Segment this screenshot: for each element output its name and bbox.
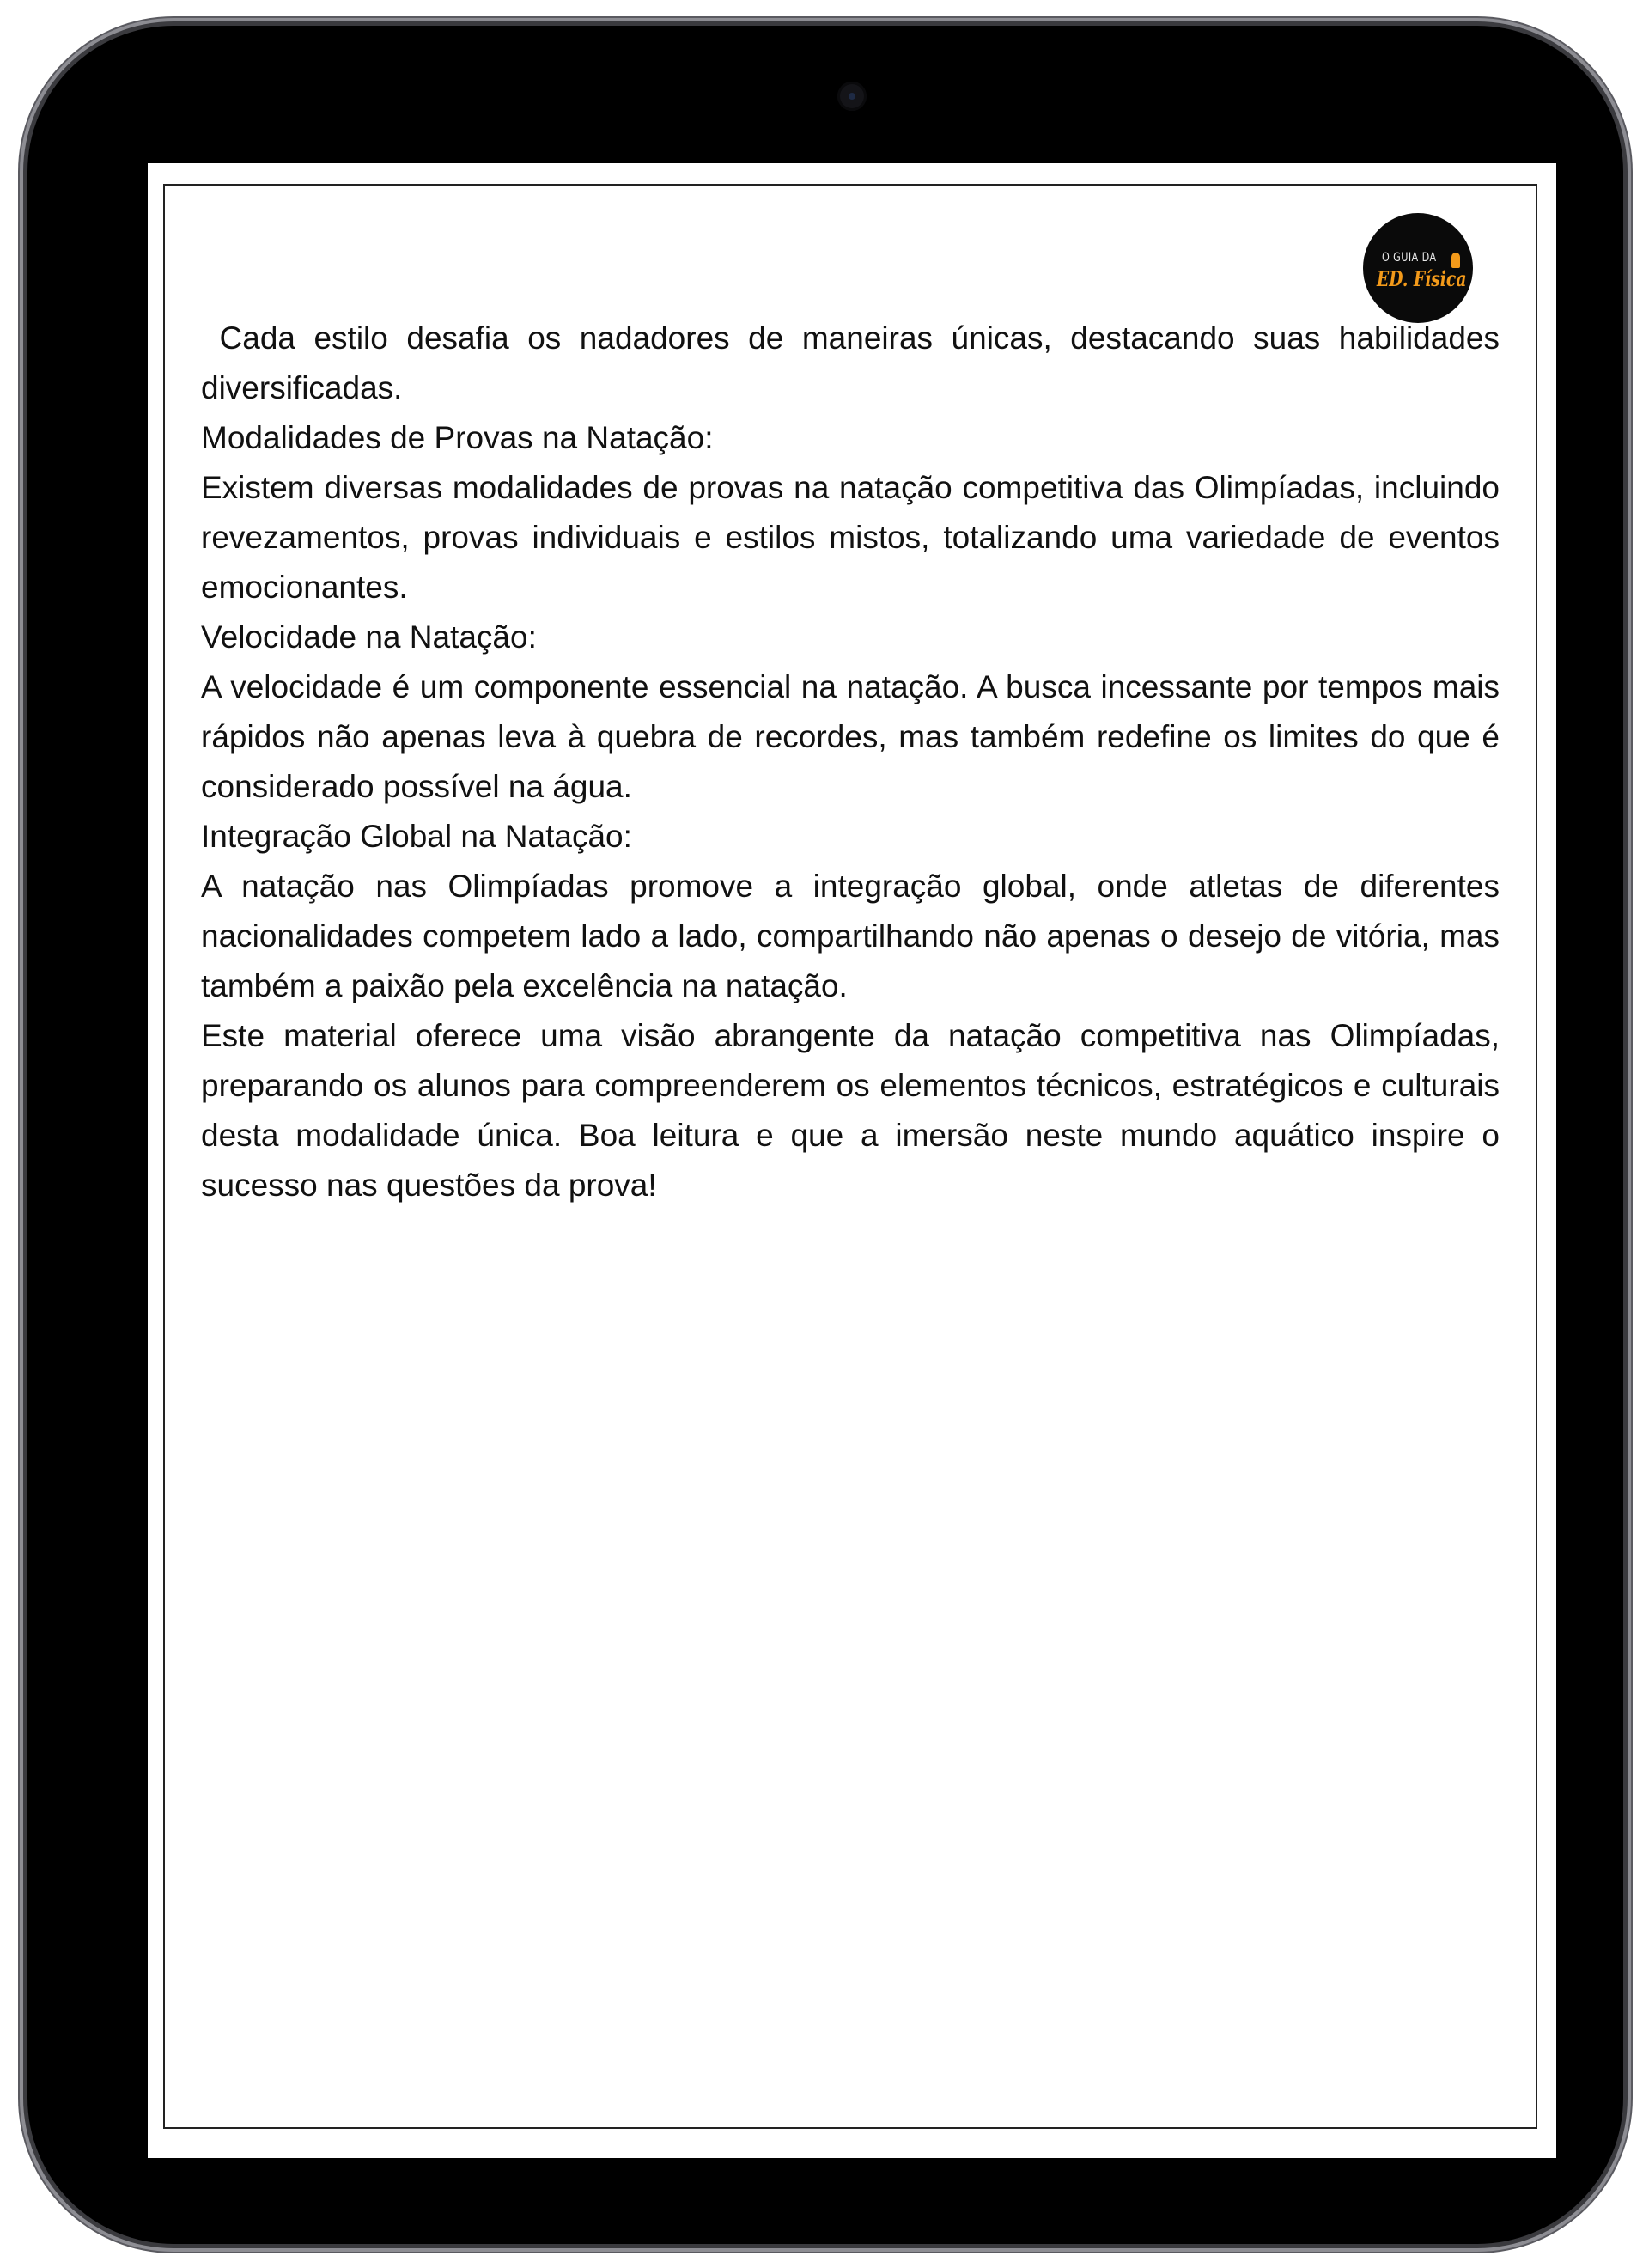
- heading-integracao: Integração Global na Natação:: [201, 819, 632, 854]
- guia-ed-fisica-logo: [1363, 213, 1473, 323]
- heading-modalidades: Modalidades de Provas na Natação:: [201, 420, 714, 455]
- paragraph-modalidades: Existem diversas modalidades de provas na natação competitiva das Olimpíadas, incluindo revezamentos, provas individuais e estilos mistos, totalizando uma variedade de eventos emocionantes.: [201, 470, 1500, 605]
- logo-big-text: ED. Física: [1377, 266, 1467, 291]
- paragraph-integracao: A natação nas Olimpíadas promove a integração global, onde atletas de diferentes nacionalidades competem lado a lado, compartilhando não apenas o desejo de vitória, mas também a paixão pela excelência na natação.: [201, 869, 1500, 1003]
- logo-small-text: O GUIA DA: [1382, 251, 1437, 265]
- volume-down-button: [1623, 309, 1630, 405]
- volume-up-button: [1623, 199, 1630, 296]
- camera-icon: [837, 82, 867, 111]
- document-body: [201, 314, 1509, 1210]
- document-screen[interactable]: [148, 163, 1556, 2158]
- tablet-frame: [27, 26, 1623, 2244]
- paragraph-intro: Cada estilo desafia os nadadores de maneiras únicas, destacando suas habilidades diversificadas.: [201, 320, 1509, 405]
- paragraph-conclusao: Este material oferece uma visão abrangente da natação competitiva nas Olimpíadas, preparando os alunos para compreenderem os elementos técnicos, estratégicos e culturais desta modalidade única. Boa leitura e que a imersão neste mundo aquático inspire o sucesso nas questões da prova!: [201, 1018, 1500, 1203]
- paragraph-velocidade: A velocidade é um componente essencial na natação. A busca incessante por tempos mais rápidos não apenas leva à quebra de recordes, mas também redefine os limites do que é considerado possível na água.: [201, 669, 1500, 804]
- heading-velocidade: Velocidade na Natação:: [201, 619, 537, 655]
